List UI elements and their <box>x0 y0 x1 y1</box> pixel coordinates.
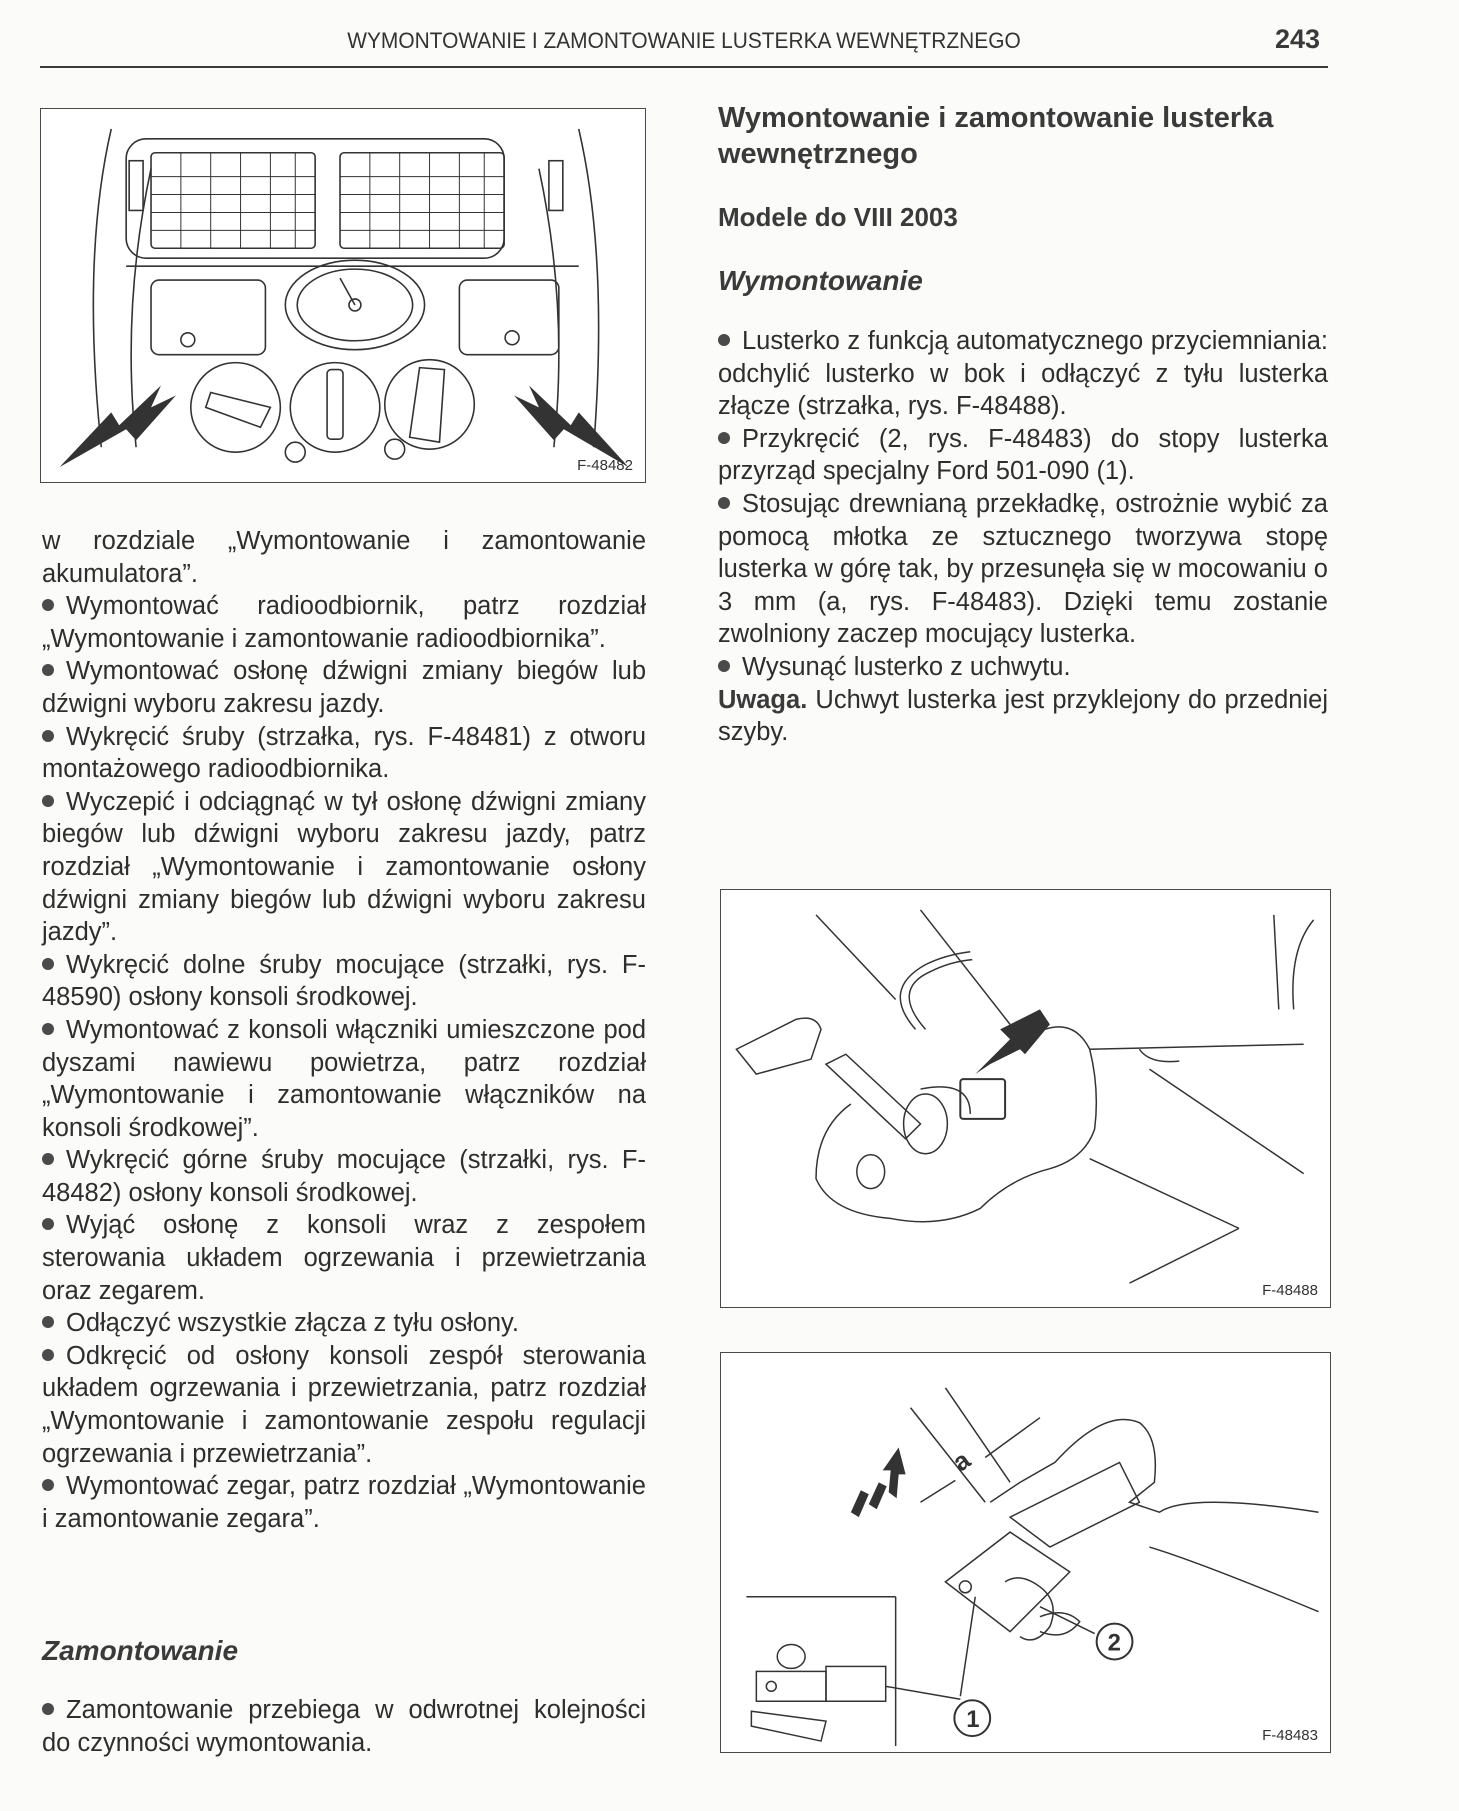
bullet-icon <box>42 958 54 970</box>
bullet-icon <box>42 664 54 676</box>
bullet-text: Wymontować radioodbiornik, patrz rozdział „Wymontowanie i zamontowanie radioodbiornika”. <box>42 592 646 653</box>
intro-paragraph: w rozdziale „Wymontowanie i zamontowanie akumulatora”. <box>42 527 646 588</box>
bullet-item <box>42 1144 646 1209</box>
running-title: WYMONTOWANIE I ZAMONTOWANIE LUSTERKA WEWNĘTRZNEGO <box>347 28 1021 53</box>
bullet-icon <box>42 795 54 807</box>
bullet-item <box>42 590 646 655</box>
bullet-text: Wymontować osłonę dźwigni zmiany biegów lub dźwigni wyboru zakresu jazdy. <box>42 657 646 718</box>
callout-1: 1 <box>966 1706 980 1734</box>
bullet-icon <box>718 432 730 444</box>
bullet-text: Stosując drewnianą przekładkę, ostrożnie wybić za pomocą młotka ze sztucznego tworzywa stopę lusterka w górę tak, by przesunęła się w mocowaniu o 3 mm (a, rys. F-48483). Dzięki temu zostanie zwolniony zaczep mocujący lusterka. <box>718 489 1328 649</box>
left-column-text <box>42 525 646 1535</box>
bullet-icon <box>718 334 730 346</box>
callout-2: 2 <box>1107 1629 1121 1657</box>
bullet-icon <box>42 1316 54 1328</box>
note-text: Uchwyt lusterka jest przyklejony do przedniej szyby. <box>718 685 1328 747</box>
bullet-item <box>42 1014 646 1144</box>
page-number: 243 <box>1274 24 1320 54</box>
figure-mirror-connector <box>720 889 1331 1308</box>
bullet-text: Lusterko z funkcją automatycznego przyciemniania: odchylić lusterko w bok i odłączyć z tyłu lusterka złącze (strzałka, rys. F-48488). <box>718 327 1328 421</box>
bullet-icon <box>42 1218 54 1230</box>
running-header <box>40 26 1328 58</box>
bullet-icon <box>42 599 54 611</box>
section-title: Wymontowanie i zamontowanie lusterka wewnętrznego <box>718 102 1274 170</box>
bullet-item <box>42 1209 646 1307</box>
bullet-item <box>42 1340 646 1470</box>
bullet-item <box>42 655 646 720</box>
bullet-item <box>42 1694 646 1759</box>
bullet-item <box>42 1307 646 1340</box>
bullet-text: Wyczepić i odciągnąć w tył osłonę dźwigni zmiany biegów lub dźwigni wyboru zakresu jazdy, patrz rozdział „Wymontowanie i zamontowanie osłony dźwigni zmiany biegów lub dźwigni wyboru zakresu jazdy”. <box>42 787 646 947</box>
dimension-label-a: a <box>947 1446 976 1478</box>
bullet-item <box>718 488 1328 651</box>
bullet-icon <box>42 1479 54 1491</box>
note-paragraph <box>718 684 1328 749</box>
header-divider <box>40 66 1328 68</box>
bullet-text: Wysunąć lusterko z uchwytu. <box>742 652 1071 681</box>
bullet-text: Odłączyć wszystkie złącza z tyłu osłony. <box>66 1309 519 1338</box>
figure-label: F-48482 <box>577 457 633 474</box>
bullet-text: Wykręcić górne śruby mocujące (strzałki, rys. F-48482) osłony konsoli środkowej. <box>42 1146 646 1207</box>
removal-heading: Wymontowanie <box>718 265 923 296</box>
bullet-text: Wykręcić dolne śruby mocujące (strzałki, rys. F-48590) osłony konsoli środkowej. <box>42 950 646 1012</box>
bullet-icon <box>42 1703 54 1715</box>
bullet-icon <box>718 660 730 672</box>
figure-mirror-removal-tool <box>720 1352 1331 1753</box>
bullet-icon <box>42 1023 54 1035</box>
figure-dashboard-console <box>40 108 646 483</box>
bullet-icon <box>42 1349 54 1361</box>
bullet-item <box>42 949 646 1014</box>
bullet-item <box>718 325 1328 423</box>
bullet-text: Wyjąć osłonę z konsoli wraz z zespołem sterowania układem ogrzewania i przewietrzania oraz zegarem. <box>42 1211 646 1305</box>
bullet-item <box>718 423 1328 488</box>
bullet-item <box>718 651 1328 684</box>
mirror-removal-tool-illustration-icon <box>721 1353 1330 1752</box>
right-column-text <box>718 325 1328 749</box>
bullet-text: Odkręcić od osłony konsoli zespół sterowania układem ogrzewania i przewietrzania, patrz rozdział „Wymontowanie i zamontowanie zespołu regulacji ogrzewania i przewietrzania”. <box>42 1341 646 1468</box>
bullet-icon <box>718 497 730 509</box>
bullet-text: Przykręcić (2, rys. F-48483) do stopy lusterka przyrząd specjalny Ford 501-090 (1). <box>718 424 1328 486</box>
installation-heading: Zamontowanie <box>42 1635 239 1666</box>
bullet-item <box>42 786 646 949</box>
installation-steps-list <box>42 1694 646 1759</box>
bullet-text: Wykręcić śruby (strzałka, rys. F-48481) z otworu montażowego radioodbiornika. <box>42 722 646 784</box>
mirror-removal-steps-list <box>718 325 1328 684</box>
dashboard-console-illustration-icon <box>41 109 645 482</box>
bullet-text: Zamontowanie przebiega w odwrotnej kolejności do czynności wymontowania. <box>42 1696 646 1757</box>
section-subtitle: Modele do VIII 2003 <box>718 202 958 232</box>
bullet-icon <box>42 1153 54 1165</box>
bullet-item <box>42 721 646 786</box>
bullet-text: Wymontować z konsoli włączniki umieszczone pod dyszami nawiewu powietrza, patrz rozdział „Wymontowanie i zamontowanie włączników na konsoli środkowej”. <box>42 1015 646 1142</box>
figure-label: F-48483 <box>1262 1727 1318 1744</box>
note-label: Uwaga. <box>718 685 808 714</box>
removal-steps-list <box>42 590 646 1535</box>
impact-direction-arrow <box>851 1448 906 1518</box>
bullet-icon <box>42 730 54 742</box>
figure-label: F-48488 <box>1262 1282 1318 1299</box>
mirror-connector-illustration-icon <box>721 890 1330 1307</box>
bullet-text: Wymontować zegar, patrz rozdział „Wymontowanie i zamontowanie zegara”. <box>42 1472 646 1533</box>
bullet-item <box>42 1470 646 1535</box>
